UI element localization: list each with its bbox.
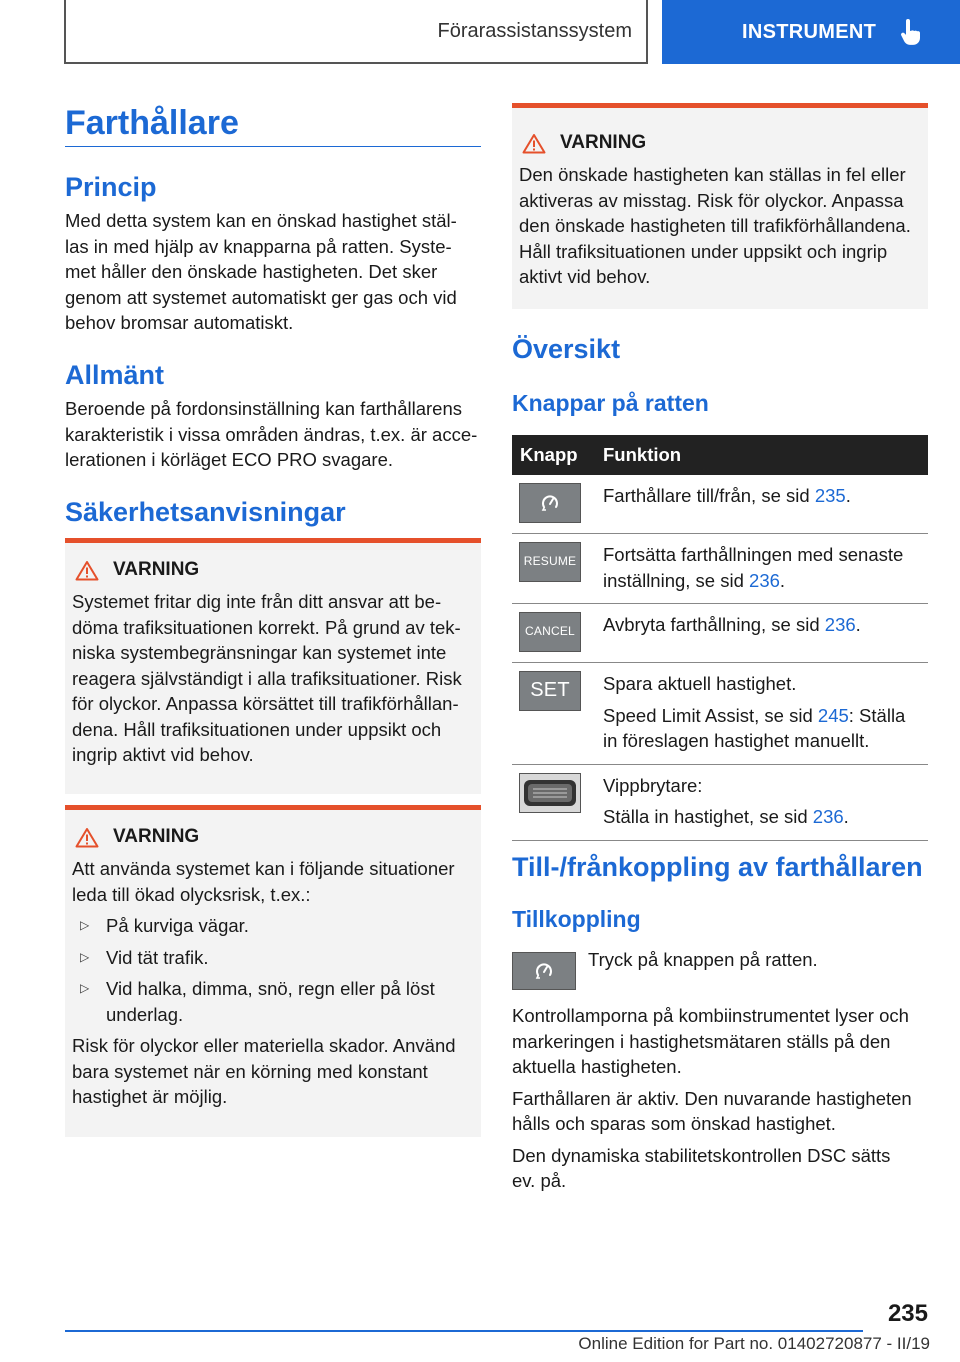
- switch-on-text: [512, 1003, 928, 1194]
- footer-edition: Online Edition for Part no. 01402720877 - II/19: [578, 1334, 930, 1353]
- set-key-label: SET: [530, 679, 570, 702]
- page-ref-link[interactable]: 245: [817, 704, 849, 726]
- warning-line: Den önskade hastigheten kan ställas in fel eller: [519, 164, 906, 185]
- general-line: lerationen i körläget ECO PRO svagare.: [65, 449, 394, 470]
- warning-line: aktiveras av misstag. Risk för olyckor. Anpassa: [519, 189, 904, 211]
- function-text: Spara aktuell hastighet.: [603, 673, 797, 694]
- switch-on-subheading: Tillkoppling: [512, 906, 641, 932]
- body-line: markeringen i hastighetsmätaren ställs på den: [512, 1030, 891, 1052]
- buttons-table: [512, 435, 928, 841]
- page-ref-link[interactable]: 236: [824, 614, 856, 635]
- header-section-label: Förarassistanssystem: [437, 19, 632, 42]
- rocker-switch-image: [519, 773, 581, 813]
- warning-line: reagera självständigt i alla trafiksituationer. Risk: [72, 667, 462, 689]
- warning-line: Håll trafiksituationen under uppsikt och ingrip: [519, 240, 888, 262]
- warning-line: Risk för olyckor eller materiella skador. Använd: [72, 1035, 456, 1056]
- warning-label: VARNING: [113, 559, 200, 580]
- warning-line: leda till ökad olycksrisk, t.ex.:: [72, 883, 311, 905]
- rocker-switch-icon: [521, 776, 579, 810]
- principle-line: genom att systemet automatiskt ger gas och vid: [65, 286, 457, 308]
- pointing-hand-icon: [900, 19, 922, 45]
- body-line: Den dynamiska stabilitetskontrollen DSC sätts: [512, 1144, 891, 1166]
- general-line: Beroende på fordonsinställning kan farthållarens: [65, 398, 462, 419]
- header-section: [64, 0, 648, 64]
- page-ref-link[interactable]: 236: [749, 569, 780, 591]
- warning-triangle-icon: [75, 560, 99, 581]
- general-heading: Allmänt: [65, 360, 165, 390]
- warning-title: [519, 132, 920, 154]
- function-text-end: .: [845, 485, 851, 506]
- cruise-control-button-image: [519, 483, 581, 523]
- warning-line: den önskade hastigheten till trafikförhållandena.: [519, 215, 911, 236]
- function-cell: [595, 604, 928, 663]
- body-line: Farthållaren är aktiv. Den nuvarande hastigheten: [512, 1087, 912, 1109]
- cruise-control-button-image: [512, 952, 576, 990]
- warning-line: hastighet är möjlig.: [72, 1086, 228, 1107]
- title-divider: [65, 146, 481, 147]
- function-text-2a: Ställa in hastighet, se sid: [603, 806, 813, 827]
- warning-title: [72, 826, 473, 848]
- function-text: Vippbrytare:: [603, 774, 703, 796]
- cruise-control-icon: [539, 492, 561, 514]
- function-text-2a: Speed Limit Assist, se sid: [603, 704, 818, 726]
- warning-line: för olyckor. Anpassa körsättet till trafikförhållan-: [72, 693, 459, 714]
- list-item: ▷ På kurviga vägar.: [72, 913, 473, 939]
- header-chapter-label: INSTRUMENT: [742, 20, 877, 43]
- warning-line: Att använda systemet kan i följande situationer: [72, 858, 455, 879]
- table-row: [512, 475, 928, 534]
- table-row: [512, 534, 928, 604]
- resume-key-label: RESUME: [523, 554, 577, 569]
- function-text-2: [603, 703, 920, 754]
- function-text-end: .: [855, 614, 861, 635]
- warning-box-1: [65, 538, 481, 794]
- function-text: Avbryta farthållning, se sid: [603, 614, 825, 635]
- function-text: Farthållare till/från, se sid: [603, 485, 815, 506]
- safety-heading: Säkerhetsanvisningar: [65, 497, 346, 527]
- cancel-key-label: CANCEL: [525, 624, 575, 639]
- col-header-button: Knapp: [512, 435, 595, 475]
- warning-line: niska systembegränsningar kan systemet inte: [72, 642, 447, 663]
- footer-divider: [65, 1330, 863, 1332]
- general-line: karakteristik i vissa områden ändras, t.ex. är acce-: [65, 423, 478, 445]
- set-button-image: [519, 671, 581, 711]
- principle-heading: Princip: [65, 172, 157, 202]
- warning-line: döma trafiksituationen korrekt. På grund av tek-: [72, 616, 461, 638]
- warning-label: VARNING: [560, 132, 647, 153]
- principle-line: Med detta system kan en önskad hastighet stäl-: [65, 210, 457, 231]
- list-item: ▷ Vid tät trafik.: [72, 945, 473, 971]
- principle-line: las in med hjälp av knapparna på ratten. Syste-: [65, 235, 452, 257]
- col-header-function: Funktion: [595, 435, 928, 475]
- warning-line: Systemet fritar dig inte från ditt ansvar att be-: [72, 591, 442, 612]
- page-title: Farthållare: [65, 104, 239, 142]
- warning-box-3: [512, 103, 928, 309]
- warning-triangle-icon: [75, 827, 99, 848]
- body-line: aktuella hastigheten.: [512, 1056, 682, 1077]
- function-cell: [595, 475, 928, 534]
- warning-bullet-list: [72, 913, 473, 1027]
- function-text-end: .: [843, 806, 849, 827]
- body-line: ev. på.: [512, 1170, 567, 1191]
- header-chapter[interactable]: [662, 0, 960, 64]
- cancel-button-image: [519, 612, 581, 652]
- cruise-control-icon: [533, 960, 555, 982]
- principle-text: [65, 208, 481, 336]
- list-item: ▷ Vid halka, dimma, snö, regn eller på löst underlag.: [72, 976, 473, 1027]
- function-text-end: .: [779, 569, 786, 591]
- table-header-row: [512, 435, 928, 475]
- warning-line: ingrip aktivt vid behov.: [72, 744, 254, 765]
- page-ref-link[interactable]: 235: [814, 485, 846, 506]
- press-button-text: Tryck på knappen på ratten.: [588, 949, 818, 970]
- warning-triangle-icon: [522, 133, 546, 154]
- principle-line: met håller den önskade hastigheten. Det sker: [65, 261, 438, 282]
- buttons-subheading: Knappar på ratten: [512, 390, 709, 416]
- function-cell: [595, 764, 928, 840]
- function-cell: [595, 663, 928, 765]
- warning-box-2: [65, 805, 481, 1137]
- page-number: 235: [887, 1300, 928, 1327]
- table-row: [512, 604, 928, 663]
- table-row: [512, 764, 928, 840]
- function-text-2: [603, 804, 920, 830]
- overview-heading: Översikt: [512, 334, 621, 364]
- switching-heading: Till-/frånkoppling av farthållaren: [512, 852, 923, 882]
- resume-button-image: [519, 542, 581, 582]
- warning-line: bara systemet när en körning med konstant: [72, 1060, 428, 1082]
- warning-line: aktivt vid behov.: [519, 266, 651, 287]
- principle-line: behov bromsar automatiskt.: [65, 312, 294, 333]
- function-text: Fortsätta farthållningen med senaste inställning, se sid: [603, 544, 904, 591]
- function-text-end: : Ställa in föreslagen hastighet manuellt.: [603, 704, 906, 751]
- function-cell: [595, 534, 928, 604]
- page-ref-link[interactable]: 236: [812, 806, 844, 827]
- body-line: Kontrollamporna på kombiinstrumentet lyser och: [512, 1005, 909, 1026]
- warning-label: VARNING: [113, 826, 200, 847]
- warning-title: [72, 559, 473, 581]
- table-row: [512, 663, 928, 765]
- body-line: hålls och sparas som önskad hastighet.: [512, 1113, 836, 1134]
- general-text: [65, 396, 481, 473]
- warning-line: dena. Håll trafiksituationen under uppsikt och: [72, 718, 442, 740]
